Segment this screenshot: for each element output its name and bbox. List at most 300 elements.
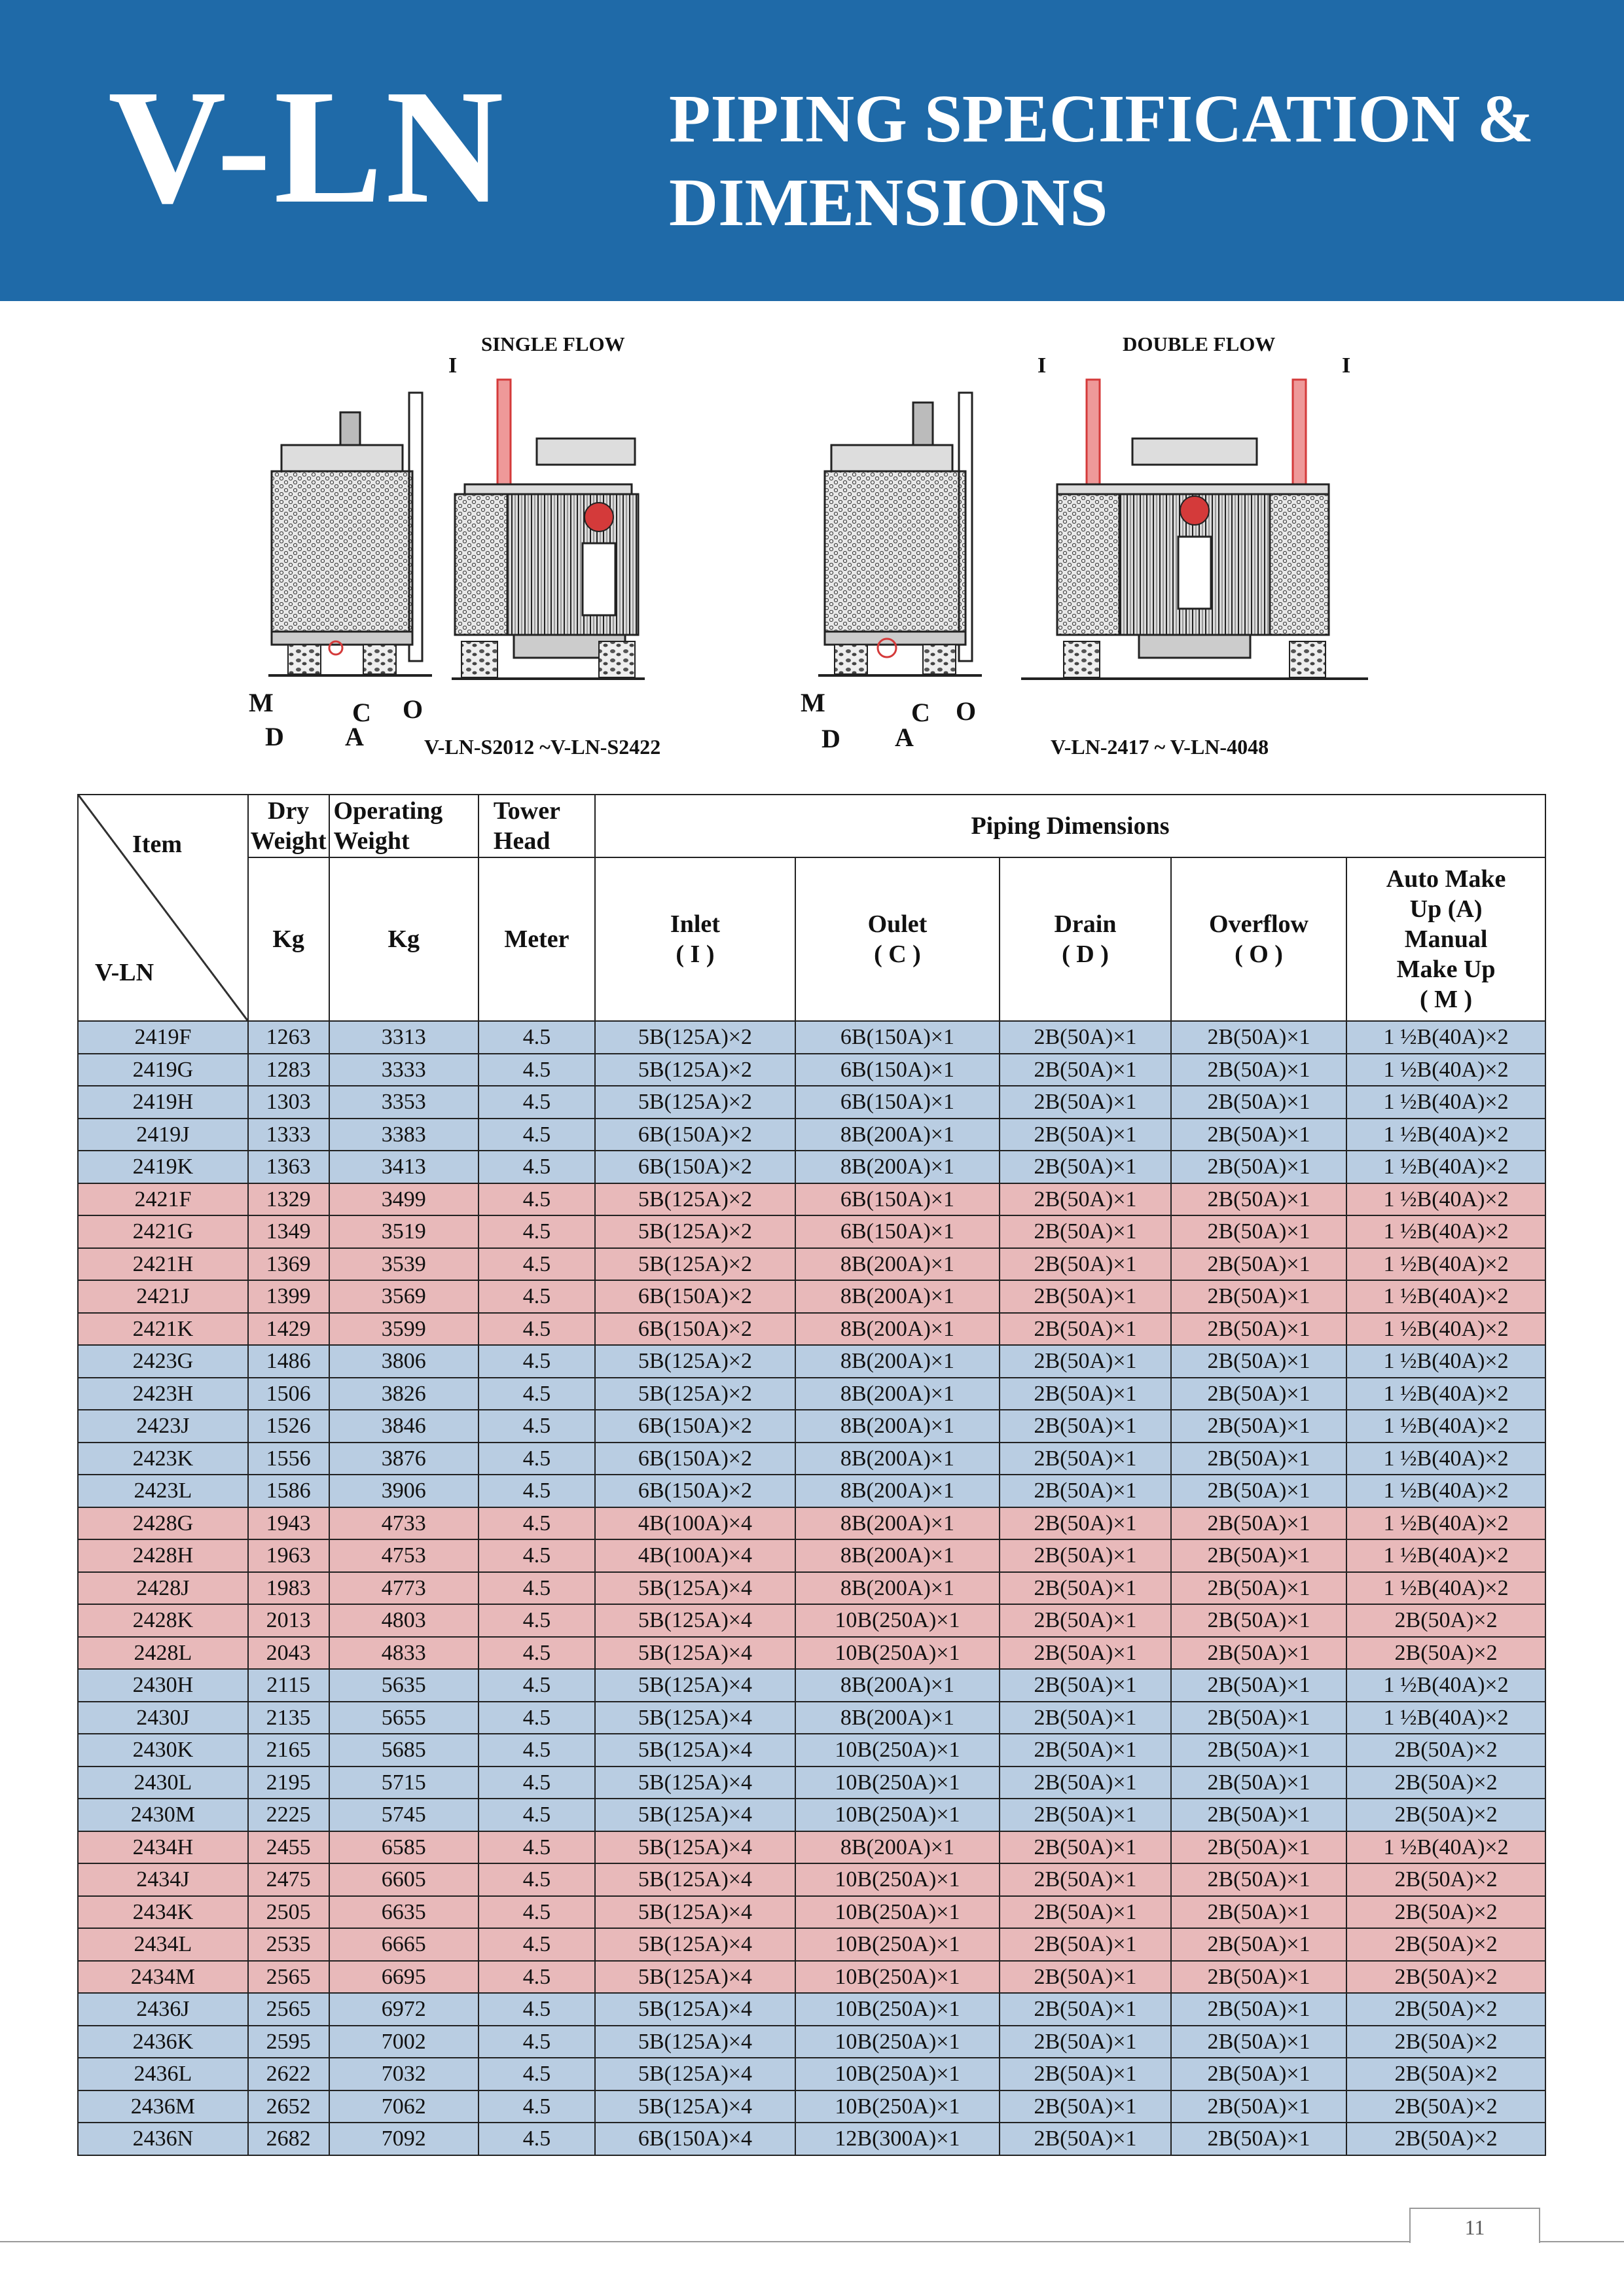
table-row [78, 1054, 1545, 1086]
drain-label: Drain [1054, 910, 1117, 938]
cell-model: 2436L [78, 2058, 248, 2090]
cell-op: 4803 [329, 1604, 478, 1637]
cell-drain: 2B(50A)×1 [1000, 1443, 1171, 1475]
table-row [78, 1799, 1545, 1831]
cell-head: 4.5 [478, 1604, 595, 1637]
cell-op: 5655 [329, 1702, 478, 1734]
cell-op: 4753 [329, 1539, 478, 1572]
cell-overflow: 2B(50A)×1 [1171, 1086, 1346, 1119]
label-m-single: M [249, 688, 274, 717]
cell-overflow: 2B(50A)×1 [1171, 1993, 1346, 2026]
cell-overflow: 2B(50A)×1 [1171, 1443, 1346, 1475]
cell-head: 4.5 [478, 1831, 595, 1864]
cell-op: 6585 [329, 1831, 478, 1864]
cell-model: 2421H [78, 1248, 248, 1281]
cell-dry: 2165 [248, 1734, 329, 1767]
cell-model: 2436N [78, 2123, 248, 2155]
cell-op: 3569 [329, 1280, 478, 1313]
cell-head: 4.5 [478, 1961, 595, 1994]
cell-dry: 1429 [248, 1313, 329, 1346]
cell-drain: 2B(50A)×1 [1000, 1669, 1171, 1702]
table-row [78, 1637, 1545, 1670]
cell-makeup: 2B(50A)×2 [1346, 1604, 1545, 1637]
cell-model: 2430M [78, 1799, 248, 1831]
cell-inlet: 5B(125A)×4 [595, 2058, 795, 2090]
cell-inlet: 5B(125A)×4 [595, 1669, 795, 1702]
cell-outlet: 8B(200A)×1 [795, 1313, 1000, 1346]
cell-model: 2423J [78, 1410, 248, 1443]
cell-drain: 2B(50A)×1 [1000, 1507, 1171, 1540]
tower-head-header: Tower Head [478, 795, 595, 857]
tower-head-unit: Meter [478, 857, 595, 1021]
cell-makeup: 2B(50A)×2 [1346, 1863, 1545, 1896]
cell-inlet: 5B(125A)×4 [595, 1604, 795, 1637]
cell-dry: 1983 [248, 1572, 329, 1605]
cell-drain: 2B(50A)×1 [1000, 1119, 1171, 1151]
cell-op: 3383 [329, 1119, 478, 1151]
cell-makeup: 2B(50A)×2 [1346, 1961, 1545, 1994]
cell-dry: 2115 [248, 1669, 329, 1702]
cell-makeup: 1 ½B(40A)×2 [1346, 1280, 1545, 1313]
cell-makeup: 2B(50A)×2 [1346, 2090, 1545, 2123]
cell-model: 2421K [78, 1313, 248, 1346]
cell-inlet: 5B(125A)×2 [595, 1378, 795, 1410]
cell-head: 4.5 [478, 1572, 595, 1605]
cell-head: 4.5 [478, 1054, 595, 1086]
cell-outlet: 6B(150A)×1 [795, 1086, 1000, 1119]
table-row [78, 1507, 1545, 1540]
cell-overflow: 2B(50A)×1 [1171, 2123, 1346, 2155]
cell-outlet: 12B(300A)×1 [795, 2123, 1000, 2155]
label-inlet-single: I [448, 353, 458, 378]
cell-model: 2428K [78, 1604, 248, 1637]
cell-inlet: 6B(150A)×2 [595, 1151, 795, 1183]
cell-outlet: 8B(200A)×1 [795, 1507, 1000, 1540]
cell-op: 3599 [329, 1313, 478, 1346]
cell-dry: 1329 [248, 1183, 329, 1216]
double-flow-side-view [818, 393, 982, 675]
cell-inlet: 6B(150A)×2 [595, 1410, 795, 1443]
cell-outlet: 8B(200A)×1 [795, 1378, 1000, 1410]
cell-outlet: 8B(200A)×1 [795, 1280, 1000, 1313]
cell-drain: 2B(50A)×1 [1000, 1054, 1171, 1086]
cell-dry: 1303 [248, 1086, 329, 1119]
cell-dry: 1486 [248, 1345, 329, 1378]
cell-inlet: 6B(150A)×2 [595, 1119, 795, 1151]
cell-overflow: 2B(50A)×1 [1171, 1799, 1346, 1831]
cell-drain: 2B(50A)×1 [1000, 1248, 1171, 1281]
page-title-line2: DIMENSIONS [669, 165, 1108, 240]
table-row [78, 1767, 1545, 1799]
cell-inlet: 6B(150A)×2 [595, 1475, 795, 1507]
cell-head: 4.5 [478, 1702, 595, 1734]
cell-head: 4.5 [478, 1021, 595, 1054]
table-row [78, 1863, 1545, 1896]
cell-op: 7062 [329, 2090, 478, 2123]
footer-rule [0, 2241, 1624, 2242]
cell-head: 4.5 [478, 1119, 595, 1151]
cell-inlet: 5B(125A)×2 [595, 1054, 795, 1086]
table-row [78, 1345, 1545, 1378]
cell-head: 4.5 [478, 1378, 595, 1410]
makeup-header [1346, 857, 1545, 1021]
cell-drain: 2B(50A)×1 [1000, 1572, 1171, 1605]
cell-model: 2421G [78, 1215, 248, 1248]
cell-op: 3846 [329, 1410, 478, 1443]
cell-op: 7032 [329, 2058, 478, 2090]
cell-model: 2436M [78, 2090, 248, 2123]
cell-overflow: 2B(50A)×1 [1171, 1054, 1346, 1086]
cell-outlet: 10B(250A)×1 [795, 2026, 1000, 2058]
cell-inlet: 5B(125A)×2 [595, 1021, 795, 1054]
cell-model: 2434L [78, 1928, 248, 1961]
cell-inlet: 5B(125A)×4 [595, 1961, 795, 1994]
cell-overflow: 2B(50A)×1 [1171, 1734, 1346, 1767]
table-row [78, 1604, 1545, 1637]
cell-drain: 2B(50A)×1 [1000, 1993, 1171, 2026]
cell-outlet: 6B(150A)×1 [795, 1183, 1000, 1216]
table-row [78, 1572, 1545, 1605]
table-row [78, 1734, 1545, 1767]
cell-makeup: 1 ½B(40A)×2 [1346, 1507, 1545, 1540]
cell-overflow: 2B(50A)×1 [1171, 1767, 1346, 1799]
cell-op: 5745 [329, 1799, 478, 1831]
table-row [78, 1183, 1545, 1216]
label-inlet-double-right: I [1342, 353, 1351, 378]
piping-dimensions-header: Piping Dimensions [595, 795, 1545, 857]
double-flow-front-view [1021, 380, 1368, 679]
cell-makeup: 1 ½B(40A)×2 [1346, 1345, 1545, 1378]
cell-drain: 2B(50A)×1 [1000, 1378, 1171, 1410]
cell-outlet: 10B(250A)×1 [795, 2090, 1000, 2123]
cell-model: 2434K [78, 1896, 248, 1929]
cell-model: 2421J [78, 1280, 248, 1313]
cell-dry: 2135 [248, 1702, 329, 1734]
dry-weight-header: Dry Weight [248, 795, 329, 857]
page-title-line1: PIPING SPECIFICATION & [669, 81, 1534, 156]
cell-model: 2436K [78, 2026, 248, 2058]
cell-inlet: 5B(125A)×4 [595, 2090, 795, 2123]
cell-op: 6665 [329, 1928, 478, 1961]
cell-head: 4.5 [478, 1539, 595, 1572]
cell-makeup: 2B(50A)×2 [1346, 1896, 1545, 1929]
cell-overflow: 2B(50A)×1 [1171, 1313, 1346, 1346]
cell-drain: 2B(50A)×1 [1000, 2123, 1171, 2155]
cell-outlet: 8B(200A)×1 [795, 1410, 1000, 1443]
cell-op: 3333 [329, 1054, 478, 1086]
cell-overflow: 2B(50A)×1 [1171, 2090, 1346, 2123]
single-flow-side-view [268, 393, 432, 675]
table-row [78, 1151, 1545, 1183]
cooling-tower-diagram [242, 327, 1381, 772]
cell-op: 3826 [329, 1378, 478, 1410]
overflow-label: Overflow [1209, 910, 1308, 938]
table-row [78, 1313, 1545, 1346]
item-header: Item [132, 831, 182, 858]
cell-drain: 2B(50A)×1 [1000, 1280, 1171, 1313]
cell-overflow: 2B(50A)×1 [1171, 1637, 1346, 1670]
cell-makeup: 1 ½B(40A)×2 [1346, 1021, 1545, 1054]
table-row [78, 1119, 1545, 1151]
inlet-code: ( I ) [676, 941, 715, 968]
cell-drain: 2B(50A)×1 [1000, 1151, 1171, 1183]
cell-inlet: 4B(100A)×4 [595, 1507, 795, 1540]
cell-head: 4.5 [478, 2123, 595, 2155]
label-c-double: C [911, 698, 930, 727]
table-row [78, 2026, 1545, 2058]
cell-dry: 1943 [248, 1507, 329, 1540]
operating-weight-unit: Kg [329, 857, 478, 1021]
brand-title: V-LN [108, 56, 507, 238]
cell-model: 2423G [78, 1345, 248, 1378]
item-header-cell [78, 795, 248, 1021]
cell-outlet: 10B(250A)×1 [795, 2058, 1000, 2090]
cell-head: 4.5 [478, 1313, 595, 1346]
cell-dry: 1556 [248, 1443, 329, 1475]
outlet-header [795, 857, 1000, 1021]
cell-makeup: 1 ½B(40A)×2 [1346, 1151, 1545, 1183]
cell-overflow: 2B(50A)×1 [1171, 1119, 1346, 1151]
cell-model: 2428J [78, 1572, 248, 1605]
cell-overflow: 2B(50A)×1 [1171, 1151, 1346, 1183]
cell-overflow: 2B(50A)×1 [1171, 1410, 1346, 1443]
table-row [78, 1475, 1545, 1507]
cell-dry: 1586 [248, 1475, 329, 1507]
cell-op: 6605 [329, 1863, 478, 1896]
cell-dry: 2595 [248, 2026, 329, 2058]
cell-drain: 2B(50A)×1 [1000, 2090, 1171, 2123]
cell-outlet: 8B(200A)×1 [795, 1248, 1000, 1281]
table-row [78, 1993, 1545, 2026]
cell-overflow: 2B(50A)×1 [1171, 1475, 1346, 1507]
cell-overflow: 2B(50A)×1 [1171, 1702, 1346, 1734]
outlet-label: Oulet [867, 910, 928, 938]
label-a-single: A [345, 722, 364, 751]
cell-inlet: 5B(125A)×4 [595, 1572, 795, 1605]
table-row [78, 1215, 1545, 1248]
cell-overflow: 2B(50A)×1 [1171, 1539, 1346, 1572]
page-number: 11 [1409, 2208, 1540, 2243]
makeup-line2: Up (A) [1409, 895, 1483, 923]
cell-op: 3499 [329, 1183, 478, 1216]
cell-head: 4.5 [478, 1767, 595, 1799]
cell-model: 2419J [78, 1119, 248, 1151]
cell-overflow: 2B(50A)×1 [1171, 2026, 1346, 2058]
cell-dry: 2682 [248, 2123, 329, 2155]
cell-outlet: 10B(250A)×1 [795, 1863, 1000, 1896]
cell-model: 2430L [78, 1767, 248, 1799]
cell-outlet: 8B(200A)×1 [795, 1572, 1000, 1605]
cell-drain: 2B(50A)×1 [1000, 1702, 1171, 1734]
cell-makeup: 2B(50A)×2 [1346, 1767, 1545, 1799]
cell-dry: 2565 [248, 1961, 329, 1994]
cell-makeup: 1 ½B(40A)×2 [1346, 1119, 1545, 1151]
cell-drain: 2B(50A)×1 [1000, 1928, 1171, 1961]
cell-inlet: 5B(125A)×4 [595, 1831, 795, 1864]
operating-weight-header: Operating Weight [329, 795, 478, 857]
table-row [78, 1539, 1545, 1572]
cell-op: 4773 [329, 1572, 478, 1605]
cell-dry: 2225 [248, 1799, 329, 1831]
cell-op: 5715 [329, 1767, 478, 1799]
cell-outlet: 8B(200A)×1 [795, 1443, 1000, 1475]
cell-head: 4.5 [478, 2058, 595, 2090]
cell-op: 4833 [329, 1637, 478, 1670]
cell-outlet: 10B(250A)×1 [795, 1604, 1000, 1637]
label-o-double: O [956, 696, 977, 726]
cell-inlet: 6B(150A)×2 [595, 1443, 795, 1475]
cell-drain: 2B(50A)×1 [1000, 2058, 1171, 2090]
cell-outlet: 8B(200A)×1 [795, 1151, 1000, 1183]
cell-drain: 2B(50A)×1 [1000, 1410, 1171, 1443]
cell-op: 3806 [329, 1345, 478, 1378]
cell-model: 2430J [78, 1702, 248, 1734]
makeup-line3: Manual [1404, 925, 1488, 953]
cell-makeup: 2B(50A)×2 [1346, 1637, 1545, 1670]
cell-outlet: 10B(250A)×1 [795, 1734, 1000, 1767]
cell-makeup: 1 ½B(40A)×2 [1346, 1054, 1545, 1086]
cell-outlet: 8B(200A)×1 [795, 1702, 1000, 1734]
single-flow-label: SINGLE FLOW [481, 332, 625, 355]
cell-drain: 2B(50A)×1 [1000, 1475, 1171, 1507]
cell-op: 6695 [329, 1961, 478, 1994]
table-row [78, 1702, 1545, 1734]
cell-overflow: 2B(50A)×1 [1171, 1572, 1346, 1605]
cell-op: 5685 [329, 1734, 478, 1767]
cell-outlet: 8B(200A)×1 [795, 1831, 1000, 1864]
cell-op: 5635 [329, 1669, 478, 1702]
cell-inlet: 4B(100A)×4 [595, 1539, 795, 1572]
cell-model: 2430H [78, 1669, 248, 1702]
cell-op: 3906 [329, 1475, 478, 1507]
cell-outlet: 10B(250A)×1 [795, 1896, 1000, 1929]
cell-overflow: 2B(50A)×1 [1171, 2058, 1346, 2090]
cell-head: 4.5 [478, 2090, 595, 2123]
inlet-header [595, 857, 795, 1021]
cell-head: 4.5 [478, 1799, 595, 1831]
cell-drain: 2B(50A)×1 [1000, 1831, 1171, 1864]
piping-spec-table [77, 794, 1546, 2156]
cell-head: 4.5 [478, 1475, 595, 1507]
cell-makeup: 1 ½B(40A)×2 [1346, 1410, 1545, 1443]
cell-op: 3313 [329, 1021, 478, 1054]
cell-model: 2423K [78, 1443, 248, 1475]
cell-outlet: 8B(200A)×1 [795, 1539, 1000, 1572]
cell-makeup: 1 ½B(40A)×2 [1346, 1248, 1545, 1281]
cell-inlet: 5B(125A)×4 [595, 1734, 795, 1767]
cell-overflow: 2B(50A)×1 [1171, 1215, 1346, 1248]
table-row [78, 2123, 1545, 2155]
table-row [78, 1280, 1545, 1313]
cell-drain: 2B(50A)×1 [1000, 1313, 1171, 1346]
cell-makeup: 2B(50A)×2 [1346, 2123, 1545, 2155]
spec-table-body [78, 1021, 1545, 2155]
cell-makeup: 1 ½B(40A)×2 [1346, 1378, 1545, 1410]
cell-makeup: 2B(50A)×2 [1346, 1928, 1545, 1961]
cell-drain: 2B(50A)×1 [1000, 2026, 1171, 2058]
cell-model: 2419F [78, 1021, 248, 1054]
makeup-line1: Auto Make [1386, 865, 1506, 893]
cell-makeup: 1 ½B(40A)×2 [1346, 1183, 1545, 1216]
cell-dry: 1526 [248, 1410, 329, 1443]
cell-dry: 1369 [248, 1248, 329, 1281]
header-banner [0, 0, 1624, 301]
cell-head: 4.5 [478, 1637, 595, 1670]
cell-head: 4.5 [478, 2026, 595, 2058]
cell-makeup: 1 ½B(40A)×2 [1346, 1669, 1545, 1702]
cell-head: 4.5 [478, 1669, 595, 1702]
cell-outlet: 8B(200A)×1 [795, 1669, 1000, 1702]
cell-head: 4.5 [478, 1151, 595, 1183]
cell-dry: 1963 [248, 1539, 329, 1572]
double-flow-caption: V-LN-2417 ~ V-LN-4048 [1051, 735, 1269, 759]
model-header: V-LN [94, 959, 154, 986]
cell-inlet: 5B(125A)×4 [595, 1637, 795, 1670]
cell-inlet: 5B(125A)×4 [595, 1993, 795, 2026]
cell-makeup: 1 ½B(40A)×2 [1346, 1086, 1545, 1119]
cell-model: 2419G [78, 1054, 248, 1086]
table-row [78, 1669, 1545, 1702]
cell-op: 3539 [329, 1248, 478, 1281]
cell-head: 4.5 [478, 1863, 595, 1896]
cell-model: 2434J [78, 1863, 248, 1896]
table-row [78, 1443, 1545, 1475]
cell-outlet: 6B(150A)×1 [795, 1215, 1000, 1248]
cell-overflow: 2B(50A)×1 [1171, 1507, 1346, 1540]
double-flow-label: DOUBLE FLOW [1123, 332, 1276, 355]
cell-makeup: 2B(50A)×2 [1346, 1993, 1545, 2026]
table-row [78, 1021, 1545, 1054]
cell-inlet: 6B(150A)×4 [595, 2123, 795, 2155]
cell-makeup: 2B(50A)×2 [1346, 1734, 1545, 1767]
cell-makeup: 1 ½B(40A)×2 [1346, 1702, 1545, 1734]
cell-drain: 2B(50A)×1 [1000, 1215, 1171, 1248]
cell-outlet: 10B(250A)×1 [795, 1928, 1000, 1961]
cell-inlet: 5B(125A)×4 [595, 1767, 795, 1799]
cell-inlet: 5B(125A)×2 [595, 1215, 795, 1248]
cell-makeup: 1 ½B(40A)×2 [1346, 1572, 1545, 1605]
cell-makeup: 2B(50A)×2 [1346, 1799, 1545, 1831]
dry-weight-unit: Kg [248, 857, 329, 1021]
cell-overflow: 2B(50A)×1 [1171, 1928, 1346, 1961]
label-d-single: D [265, 722, 284, 751]
makeup-line5: ( M ) [1419, 986, 1473, 1013]
label-c-single: C [352, 698, 371, 727]
table-row [78, 1086, 1545, 1119]
cell-model: 2436J [78, 1993, 248, 2026]
cell-makeup: 1 ½B(40A)×2 [1346, 1443, 1545, 1475]
label-o-single: O [403, 694, 424, 724]
cell-overflow: 2B(50A)×1 [1171, 1669, 1346, 1702]
table-row [78, 2058, 1545, 2090]
cell-model: 2428G [78, 1507, 248, 1540]
cell-head: 4.5 [478, 1215, 595, 1248]
cell-head: 4.5 [478, 1734, 595, 1767]
table-row [78, 1896, 1545, 1929]
cell-op: 6972 [329, 1993, 478, 2026]
cell-head: 4.5 [478, 1086, 595, 1119]
table-row [78, 1378, 1545, 1410]
cell-outlet: 6B(150A)×1 [795, 1054, 1000, 1086]
cell-head: 4.5 [478, 1896, 595, 1929]
cell-head: 4.5 [478, 1507, 595, 1540]
label-inlet-double-left: I [1038, 353, 1047, 378]
cell-overflow: 2B(50A)×1 [1171, 1961, 1346, 1994]
cell-makeup: 1 ½B(40A)×2 [1346, 1539, 1545, 1572]
drain-header [1000, 857, 1171, 1021]
cell-drain: 2B(50A)×1 [1000, 1539, 1171, 1572]
cell-dry: 2195 [248, 1767, 329, 1799]
